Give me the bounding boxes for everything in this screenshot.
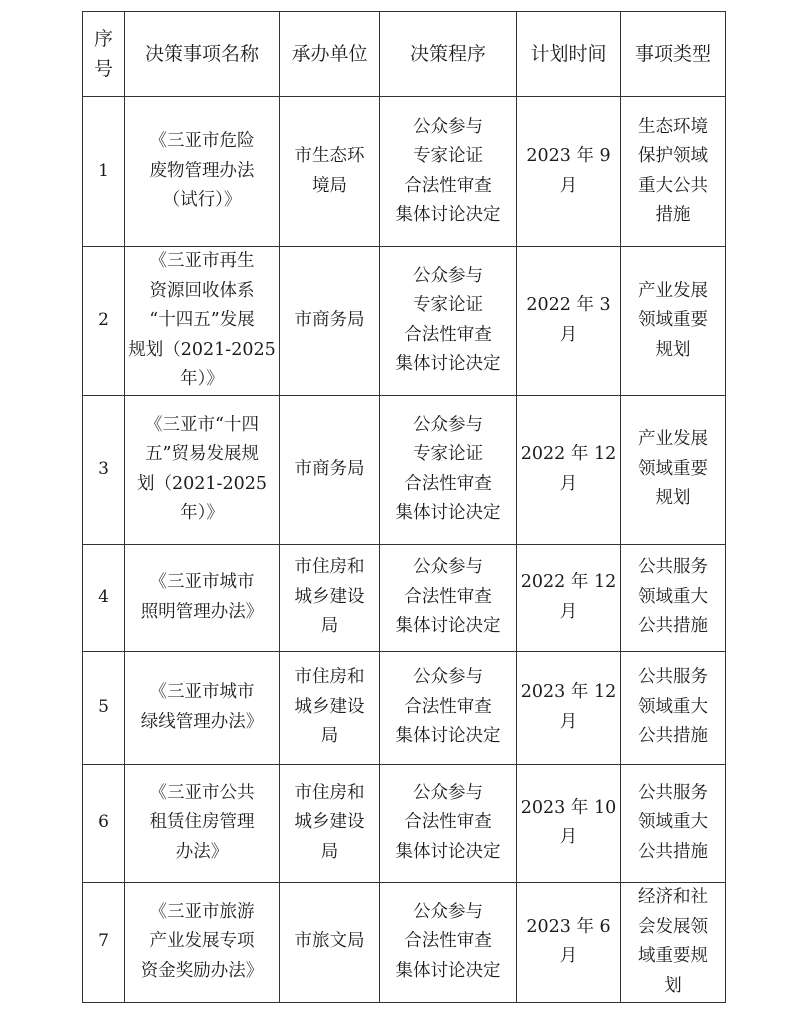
table-row: [83, 882, 726, 1002]
cell-item-type: 经济和社 会发展领 域重要规 划: [621, 882, 726, 1002]
table-header-row: [83, 12, 726, 97]
cell-item-type: 公共服务 领域重大 公共措施: [621, 544, 726, 651]
cell-item-type: 生态环境 保护领域 重大公共 措施: [621, 97, 726, 247]
cell-unit: 市住房和 城乡建设 局: [280, 651, 380, 764]
cell-decision-name: 《三亚市城市 绿线管理办法》: [125, 651, 280, 764]
table-row: [83, 247, 726, 396]
table-row: [83, 395, 726, 544]
table-row: [83, 764, 726, 882]
cell-plan-time: 2023 年 9 月: [517, 97, 621, 247]
header-decision-name: 决策事项名称: [125, 12, 280, 97]
cell-seq: 6: [83, 764, 125, 882]
cell-decision-name: 《三亚市再生 资源回收体系 “十四五”发展 规划（2021-2025 年）》: [125, 247, 280, 396]
cell-item-type: 公共服务 领域重大 公共措施: [621, 764, 726, 882]
header-item-type: 事项类型: [621, 12, 726, 97]
cell-seq: 3: [83, 395, 125, 544]
cell-decision-name: 《三亚市公共 租赁住房管理 办法》: [125, 764, 280, 882]
cell-unit: 市生态环 境局: [280, 97, 380, 247]
cell-seq: 7: [83, 882, 125, 1002]
cell-decision-name: 《三亚市危险 废物管理办法 （试行）》: [125, 97, 280, 247]
cell-seq: 1: [83, 97, 125, 247]
header-procedure: 决策程序: [380, 12, 517, 97]
cell-decision-name: 《三亚市旅游 产业发展专项 资金奖励办法》: [125, 882, 280, 1002]
cell-item-type: 产业发展 领域重要 规划: [621, 247, 726, 396]
cell-unit: 市住房和 城乡建设 局: [280, 764, 380, 882]
cell-unit: 市商务局: [280, 247, 380, 396]
header-seq: 序 号: [83, 12, 125, 97]
cell-seq: 2: [83, 247, 125, 396]
cell-procedure: 公众参与 专家论证 合法性审查 集体讨论决定: [380, 395, 517, 544]
cell-unit: 市商务局: [280, 395, 380, 544]
cell-plan-time: 2022 年 3 月: [517, 247, 621, 396]
decision-items-table: [82, 11, 726, 1003]
cell-decision-name: 《三亚市“十四 五”贸易发展规 划（2021-2025 年）》: [125, 395, 280, 544]
cell-procedure: 公众参与 合法性审查 集体讨论决定: [380, 544, 517, 651]
cell-procedure: 公众参与 合法性审查 集体讨论决定: [380, 882, 517, 1002]
cell-unit: 市住房和 城乡建设 局: [280, 544, 380, 651]
table-row: [83, 651, 726, 764]
cell-unit: 市旅文局: [280, 882, 380, 1002]
cell-item-type: 产业发展 领域重要 规划: [621, 395, 726, 544]
table-row: [83, 544, 726, 651]
cell-procedure: 公众参与 合法性审查 集体讨论决定: [380, 651, 517, 764]
table-row: [83, 97, 726, 247]
cell-procedure: 公众参与 合法性审查 集体讨论决定: [380, 764, 517, 882]
cell-seq: 4: [83, 544, 125, 651]
header-plan-time: 计划时间: [517, 12, 621, 97]
cell-item-type: 公共服务 领域重大 公共措施: [621, 651, 726, 764]
cell-plan-time: 2023 年 6 月: [517, 882, 621, 1002]
cell-plan-time: 2023 年 10 月: [517, 764, 621, 882]
cell-decision-name: 《三亚市城市 照明管理办法》: [125, 544, 280, 651]
cell-procedure: 公众参与 专家论证 合法性审查 集体讨论决定: [380, 247, 517, 396]
cell-procedure: 公众参与 专家论证 合法性审查 集体讨论决定: [380, 97, 517, 247]
cell-seq: 5: [83, 651, 125, 764]
cell-plan-time: 2022 年 12 月: [517, 395, 621, 544]
cell-plan-time: 2023 年 12 月: [517, 651, 621, 764]
header-unit: 承办单位: [280, 12, 380, 97]
cell-plan-time: 2022 年 12 月: [517, 544, 621, 651]
